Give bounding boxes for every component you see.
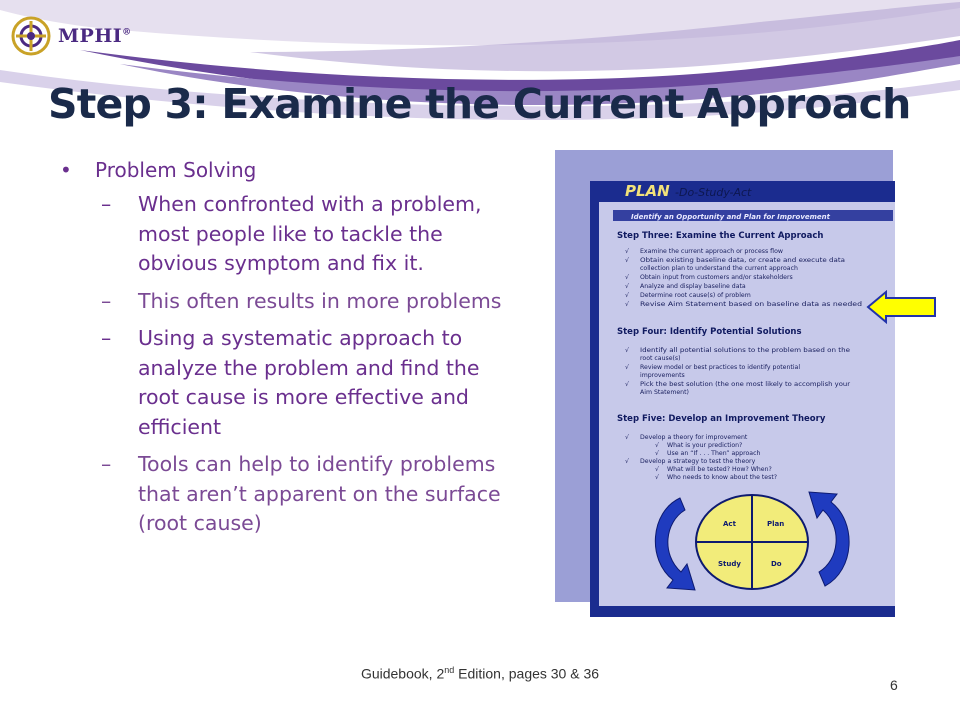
section-heading: Step Five: Develop an Improvement Theory bbox=[617, 414, 826, 424]
check-icon: √ bbox=[625, 257, 629, 264]
check-icon: √ bbox=[625, 248, 629, 255]
guidebook-page-image bbox=[555, 150, 895, 624]
sub-bullet-text: Tools can help to identify problems that aren’t apparent on the surface (root cause) bbox=[138, 452, 501, 535]
sub-bullet-item bbox=[60, 190, 520, 279]
sub-bullet-text: When confronted with a problem, most people like to tackle the obvious symptom and fix it. bbox=[138, 192, 482, 275]
guide-item: Examine the current approach or process flow bbox=[640, 248, 783, 255]
page-number: 6 bbox=[890, 677, 898, 693]
guide-item: Pick the best solution (the one most likely to accomplish your bbox=[640, 381, 851, 388]
guide-item: Identify all potential solutions to the problem based on the bbox=[640, 347, 851, 354]
check-icon: √ bbox=[625, 274, 629, 281]
guide-item-cont: root cause(s) bbox=[640, 355, 681, 362]
cycle-label-plan: Plan bbox=[767, 520, 785, 528]
bullet-dot-icon: • bbox=[60, 158, 72, 182]
guidebook-reference: Guidebook, 2nd Edition, pages 30 & 36 bbox=[360, 665, 600, 682]
guidebook-subtitle: Identify an Opportunity and Plan for Improvement bbox=[631, 213, 830, 221]
dash-icon: – bbox=[101, 192, 112, 216]
guide-item-cont: collection plan to understand the current approach bbox=[640, 265, 798, 272]
section-heading: Step Four: Identify Potential Solutions bbox=[617, 327, 802, 337]
cycle-label-act: Act bbox=[723, 520, 736, 528]
check-icon: √ bbox=[625, 458, 629, 465]
guide-item-cont: Aim Statement) bbox=[640, 389, 689, 396]
page-title: Step 3: Examine the Current Approach bbox=[48, 80, 911, 128]
mphi-emblem-icon bbox=[8, 14, 54, 58]
guide-item: Develop a theory for improvement bbox=[640, 434, 748, 441]
guide-item: What is your prediction? bbox=[667, 442, 743, 449]
check-icon: √ bbox=[625, 283, 629, 290]
check-icon: √ bbox=[625, 364, 629, 371]
check-icon: √ bbox=[625, 381, 629, 388]
sub-bullet-item bbox=[60, 287, 520, 317]
pdsa-title-plan: PLAN bbox=[625, 182, 670, 200]
yellow-arrow-icon bbox=[866, 290, 938, 324]
section-heading: Step Three: Examine the Current Approach bbox=[617, 231, 824, 241]
check-icon: √ bbox=[625, 434, 629, 441]
guide-item: Use an “If . . . Then” approach bbox=[667, 450, 761, 457]
cycle-label-study: Study bbox=[718, 560, 741, 568]
check-icon: √ bbox=[625, 347, 629, 354]
bullet-content bbox=[60, 156, 520, 547]
check-icon: √ bbox=[625, 292, 629, 299]
pdsa-title-rest: -Do-Study-Act bbox=[675, 186, 752, 199]
check-icon: √ bbox=[625, 301, 629, 308]
logo-text: MPHI® bbox=[58, 25, 132, 47]
bullet-label: Problem Solving bbox=[95, 158, 257, 182]
guide-item: Who needs to know about the test? bbox=[667, 474, 778, 481]
sub-bullet-item bbox=[60, 324, 520, 442]
cycle-label-do: Do bbox=[771, 560, 782, 568]
sub-bullet-item bbox=[60, 450, 520, 539]
guide-item: Revise Aim Statement based on baseline data as needed bbox=[640, 301, 863, 308]
check-icon: √ bbox=[655, 442, 659, 449]
sub-bullet-text: This often results in more problems bbox=[138, 288, 502, 313]
guide-item: Obtain existing baseline data, or create and execute data bbox=[640, 257, 846, 264]
guide-item: Obtain input from customers and/or stakeholders bbox=[640, 274, 793, 281]
guide-item: Analyze and display baseline data bbox=[640, 283, 746, 290]
dash-icon: – bbox=[101, 452, 112, 476]
bullet-item bbox=[60, 156, 520, 184]
dash-icon: – bbox=[101, 326, 112, 350]
dash-icon: – bbox=[101, 288, 112, 313]
mphi-logo bbox=[8, 14, 132, 58]
check-icon: √ bbox=[655, 466, 659, 473]
guide-item: Determine root cause(s) of problem bbox=[640, 292, 751, 299]
guide-item: Develop a strategy to test the theory bbox=[640, 458, 756, 465]
guide-item: What will be tested? How? When? bbox=[667, 466, 772, 473]
guide-item-cont: improvements bbox=[640, 372, 685, 379]
check-icon: √ bbox=[655, 450, 659, 457]
sub-bullet-text: Using a systematic approach to analyze the problem and find the root cause is more effective and efficient bbox=[138, 326, 480, 439]
check-icon: √ bbox=[655, 474, 659, 481]
guidebook-figure bbox=[555, 150, 895, 620]
guide-item: Review model or best practices to identify potential bbox=[640, 364, 801, 371]
